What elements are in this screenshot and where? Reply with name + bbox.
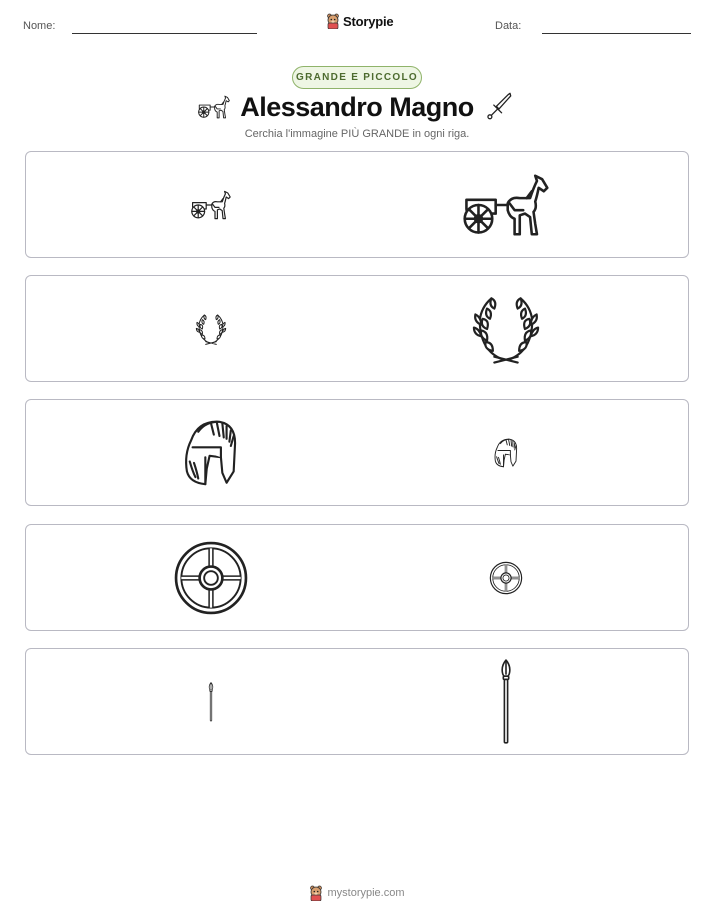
name-field[interactable] (72, 33, 257, 34)
choice-right[interactable] (356, 276, 656, 381)
choice-left[interactable] (26, 525, 396, 630)
brand-logo (326, 13, 393, 29)
footer (0, 885, 714, 901)
choice-left[interactable] (26, 400, 396, 505)
page-title: Alessandro Magno (240, 92, 474, 122)
chariot-icon (463, 173, 549, 237)
brand-name: Storypie (343, 13, 394, 29)
chariot-icon (191, 190, 231, 220)
shield-icon (489, 561, 523, 595)
sword-icon (486, 92, 512, 122)
comparison-row-1 (25, 151, 689, 258)
comparison-row-5 (25, 648, 689, 755)
choice-left[interactable] (26, 276, 396, 381)
bear-mascot-icon (326, 13, 340, 29)
shield-icon (173, 540, 249, 616)
choice-right[interactable] (356, 400, 656, 505)
choice-left[interactable] (26, 152, 396, 257)
laurel-wreath-icon (466, 294, 546, 364)
spear-icon (495, 659, 517, 745)
comparison-row-3 (25, 399, 689, 506)
comparison-row-2 (25, 275, 689, 382)
choice-right[interactable] (356, 525, 656, 630)
comparison-row-4 (25, 524, 689, 631)
choice-right[interactable] (356, 152, 656, 257)
worksheet-category-badge: GRANDE E PICCOLO (292, 66, 422, 89)
choice-left[interactable] (26, 649, 396, 754)
laurel-wreath-icon (194, 313, 228, 345)
name-label: Nome: (23, 20, 56, 32)
footer-url[interactable]: mystorypie.com (327, 887, 405, 899)
instructions: Cerchia l'immagine PIÙ GRANDE in ogni riga. (244, 128, 470, 140)
spear-icon (206, 682, 216, 722)
date-field[interactable] (542, 33, 691, 34)
helmet-icon (177, 411, 245, 495)
date-label: Data: (495, 20, 522, 32)
choice-right[interactable] (356, 649, 656, 754)
bear-mascot-icon (309, 885, 323, 901)
helmet-icon (491, 434, 521, 472)
